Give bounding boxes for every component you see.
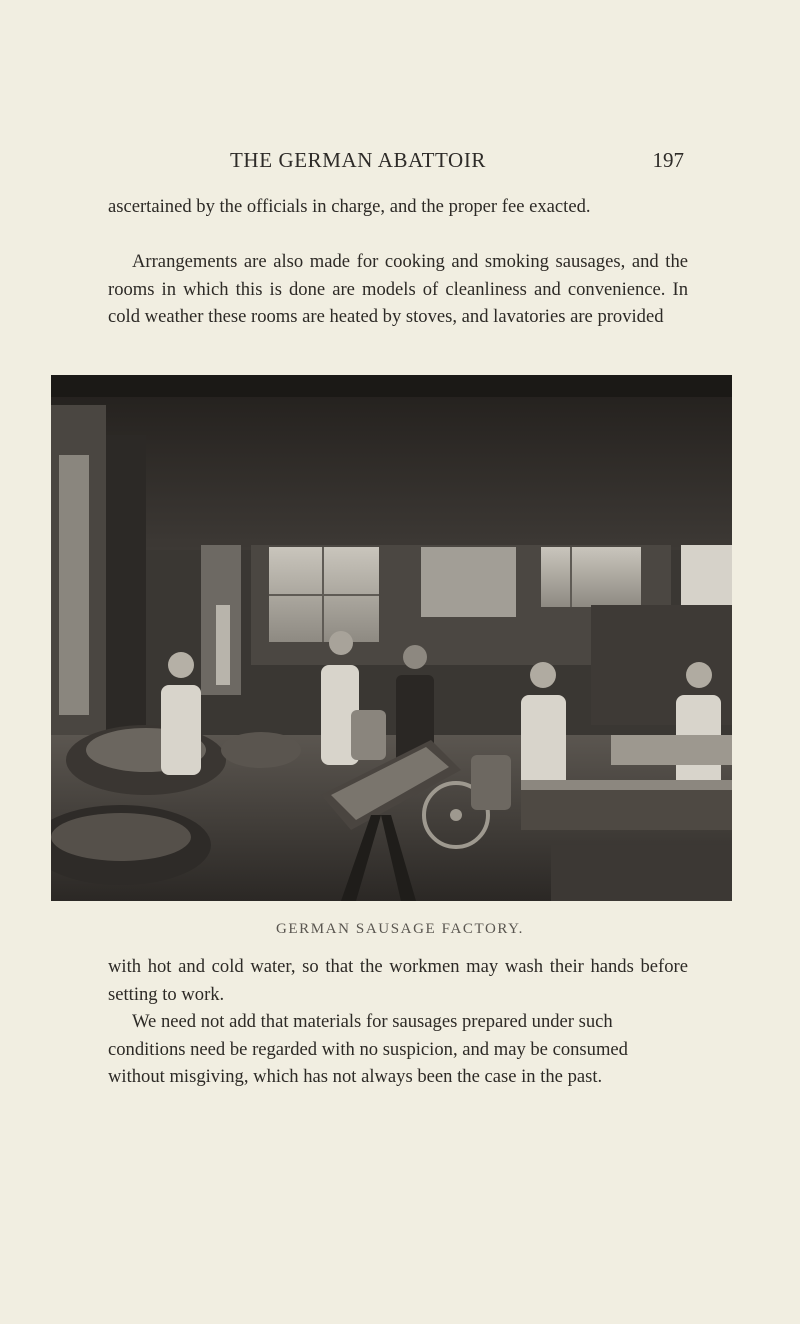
- factory-photograph-illustration: [51, 375, 732, 901]
- paragraph-arrangements: Arrangements are also made for cooking and smoking sausages, and the rooms in which this is done are models of cleanliness and convenience. In cold weather these rooms are heated by stoves, and lavatories are provided: [108, 251, 688, 327]
- figure-caption: GERMAN SAUSAGE FACTORY.: [275, 921, 525, 937]
- paragraph-continuation: ascertained by the officials in charge, and the proper fee exacted.: [108, 196, 591, 217]
- page-number: 197: [652, 148, 684, 172]
- paragraph-hot-cold-water: with hot and cold water, so that the workmen may wash their hands before setting to work.: [108, 956, 688, 1005]
- factory-photograph: [51, 375, 732, 901]
- paragraph-conclusion: We need not add that materials for sausages prepared under such conditions need be regarded with no suspicion, and may be consumed without misgiving, which has not always been the case in the past.: [108, 1011, 628, 1087]
- running-title: THE GERMAN ABATTOIR: [230, 148, 487, 172]
- running-head: [108, 148, 684, 178]
